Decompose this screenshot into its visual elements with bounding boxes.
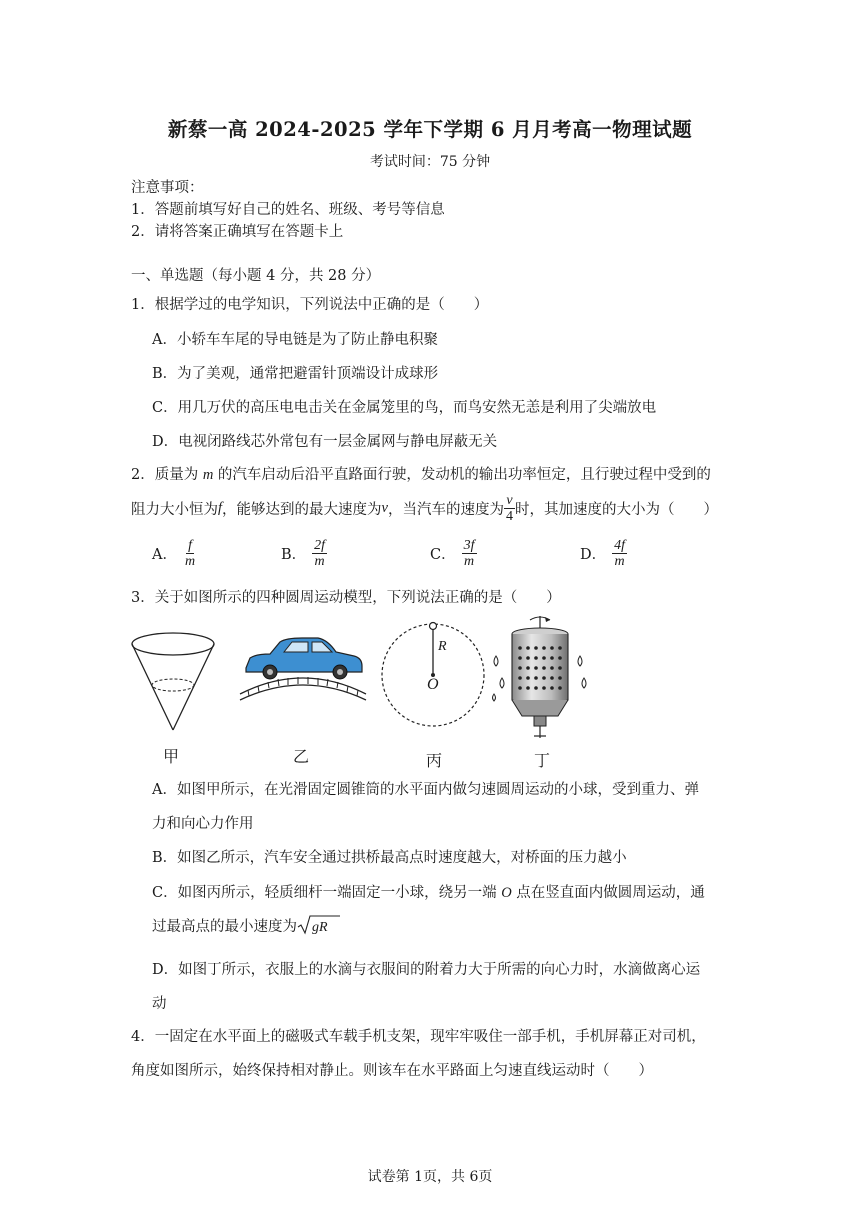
- q1-option-c: C．用几万伏的高压电电击关在金属笼里的鸟，而鸟安然无恙是利用了尖端放电: [152, 400, 657, 416]
- q2-var-f: f: [218, 500, 223, 516]
- q2-text: 时，其加速度的大小为（ ）: [514, 502, 718, 518]
- fraction-denominator: m: [314, 554, 325, 569]
- question-3-stem: 3．关于如图所示的四种圆周运动模型，下列说法正确的是（ ）: [131, 590, 561, 606]
- fraction-numerator: 4f: [614, 538, 626, 553]
- q1-option-a: A．小轿车车尾的导电链是为了防止静电积聚: [152, 332, 438, 348]
- q2-option-d: [580, 538, 627, 569]
- spin-dryer-figure: [488, 612, 592, 746]
- q1-option-d: D．电视闭路线芯外常包有一层金属网与静电屏蔽无关: [152, 434, 498, 450]
- q2-option-a: [152, 538, 197, 569]
- q3-text: 过最高点的最小速度为: [152, 918, 297, 935]
- q3-option-c-line2: [152, 914, 341, 936]
- figure-label-ding: 丁: [534, 751, 551, 770]
- q3-option-d-line2: 动: [152, 996, 167, 1012]
- option-label: A．: [152, 547, 177, 563]
- q3-option-d-line1: D．如图丁所示，衣服上的水滴与衣服间的附着力大于所需的向心力时，水滴做离心运: [152, 962, 701, 978]
- option-fraction: [612, 538, 627, 569]
- notes-heading: 注意事项：: [131, 180, 204, 196]
- fraction-numerator: v: [506, 493, 513, 508]
- q2-text: ，当汽车的速度为: [387, 502, 504, 518]
- q3-var-o: O: [501, 885, 512, 901]
- question-4-line2: 角度如图所示，始终保持相对静止。则该车在水平路面上匀速直线运动时（ ）: [131, 1063, 653, 1079]
- option-fraction: [462, 538, 477, 569]
- question-2-stem-line1: [131, 463, 711, 484]
- page-title: 新蔡一高 2024-2025 学年下学期 6 月月考高一物理试题: [167, 118, 693, 141]
- center-label: O: [427, 676, 439, 693]
- q1-option-b: B．为了美观，通常把避雷针顶端设计成球形: [152, 366, 439, 382]
- q2-text: 的汽车启动后沿平直路面行驶，发动机的输出功率恒定，且行驶过程中受到的: [213, 467, 711, 483]
- cone-figure: [128, 630, 218, 740]
- q2-text: ，能够达到的最大速度为: [222, 502, 382, 518]
- question-2-stem-line2: [131, 493, 718, 524]
- q3-text: 点在竖直面内做圆周运动，通: [511, 885, 705, 901]
- figure-label-jia: 甲: [163, 747, 180, 766]
- fraction-numerator: 3f: [463, 538, 475, 553]
- fraction-denominator: m: [614, 554, 625, 569]
- option-fraction: [312, 538, 327, 569]
- option-label: B．: [281, 547, 307, 563]
- sqrt-radicand: gR: [312, 920, 328, 935]
- radius-label: R: [438, 639, 447, 654]
- q3-option-a-line1: A．如图甲所示，在光滑固定圆锥筒的水平面内做匀速圆周运动的小球，受到重力、弹: [152, 782, 699, 798]
- option-fraction: [183, 538, 197, 569]
- q3-text: C．如图丙所示，轻质细杆一端固定一小球，绕另一端: [152, 885, 502, 901]
- q2-var-v: v: [381, 500, 388, 516]
- question-1-stem: 1．根据学过的电学知识，下列说法中正确的是（ ）: [131, 297, 489, 313]
- option-label: C．: [430, 547, 456, 563]
- q2-text: 阻力大小恒为: [131, 502, 218, 518]
- section-heading: 一、单选题（每小题 4 分，共 28 分）: [131, 268, 381, 284]
- q3-option-b: B．如图乙所示，汽车安全通过拱桥最高点时速度越大，对桥面的压力越小: [152, 850, 627, 866]
- car-bridge-figure: [236, 632, 370, 702]
- q2-fraction: [504, 493, 515, 524]
- q2-option-c: [430, 538, 477, 569]
- q2-option-b: [281, 538, 327, 569]
- vertical-circle-figure: [378, 618, 488, 730]
- fraction-denominator: m: [463, 554, 475, 569]
- q3-option-a-line2: 力和向心力作用: [152, 816, 254, 832]
- fraction-numerator: f: [188, 538, 192, 553]
- option-label: D．: [580, 547, 607, 563]
- fraction-denominator: 4: [505, 509, 513, 524]
- page-footer: 试卷第 1页，共 6页: [367, 1169, 493, 1185]
- q3-option-c-line1: [152, 881, 705, 902]
- sqrt-expression: [297, 914, 341, 936]
- question-4-line1: 4．一固定在水平面上的磁吸式车载手机支架，现牢牢吸住一部手机，手机屏幕正对司机，: [131, 1029, 706, 1045]
- sqrt-icon: [297, 914, 341, 936]
- note-item: 2．请将答案正确填写在答题卡上: [131, 224, 344, 240]
- figure-label-yi: 乙: [293, 747, 310, 766]
- fraction-denominator: m: [184, 554, 196, 569]
- figure-label-bing: 丙: [426, 751, 443, 770]
- note-item: 1．答题前填写好自己的姓名、班级、考号等信息: [131, 202, 445, 218]
- q2-var-m: m: [202, 467, 214, 483]
- exam-time: 考试时间：75 分钟: [369, 154, 491, 170]
- q2-text: 2．质量为: [131, 467, 203, 483]
- fraction-numerator: 2f: [314, 538, 326, 553]
